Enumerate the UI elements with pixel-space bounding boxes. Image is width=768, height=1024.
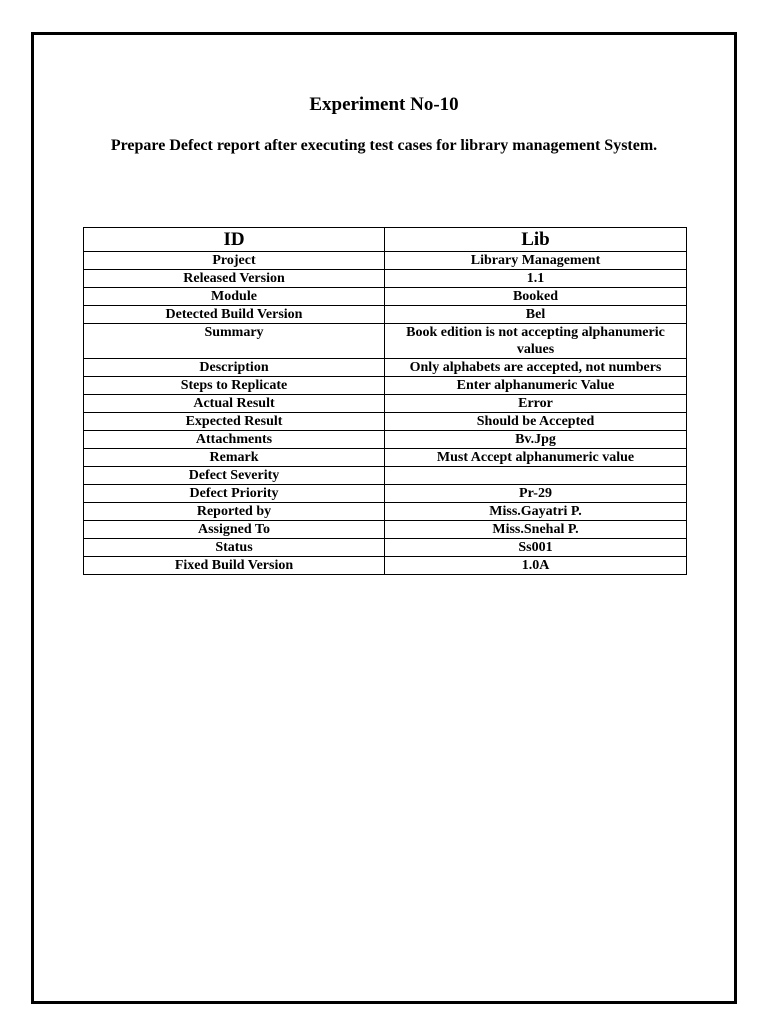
table-row xyxy=(84,485,687,503)
row-value-cell: Miss.Snehal P. xyxy=(385,521,687,539)
row-key-cell: Actual Result xyxy=(84,395,385,413)
row-value-cell: 1.0A xyxy=(385,557,687,575)
row-key-cell: Attachments xyxy=(84,431,385,449)
row-key-cell: Defect Severity xyxy=(84,467,385,485)
table-row xyxy=(84,270,687,288)
row-value-cell: Library Management xyxy=(385,252,687,270)
row-value-cell: Booked xyxy=(385,288,687,306)
row-key-cell: Defect Priority xyxy=(84,485,385,503)
row-key-cell: Status xyxy=(84,539,385,557)
row-value-cell: Pr-29 xyxy=(385,485,687,503)
row-key-cell: Fixed Build Version xyxy=(84,557,385,575)
row-key-cell: Summary xyxy=(84,324,385,359)
row-value-cell: Bv.Jpg xyxy=(385,431,687,449)
row-value-cell: Only alphabets are accepted, not numbers xyxy=(385,359,687,377)
row-value-cell: Error xyxy=(385,395,687,413)
row-key-cell: Steps to Replicate xyxy=(84,377,385,395)
table-row xyxy=(84,359,687,377)
row-value-cell: Must Accept alphanumeric value xyxy=(385,449,687,467)
table-row xyxy=(84,252,687,270)
row-key-cell: Remark xyxy=(84,449,385,467)
document-title: Experiment No-10 xyxy=(309,94,459,115)
table-row xyxy=(84,377,687,395)
table-row xyxy=(84,539,687,557)
table-row xyxy=(84,521,687,539)
row-key-cell: Expected Result xyxy=(84,413,385,431)
header-key-cell: ID xyxy=(84,228,385,252)
table-row xyxy=(84,288,687,306)
row-key-cell: Project xyxy=(84,252,385,270)
table-row xyxy=(84,557,687,575)
row-key-cell: Detected Build Version xyxy=(84,306,385,324)
row-key-cell: Module xyxy=(84,288,385,306)
row-value-cell: Ss001 xyxy=(385,539,687,557)
row-value-cell: Bel xyxy=(385,306,687,324)
table-row xyxy=(84,503,687,521)
row-key-cell: Description xyxy=(84,359,385,377)
defect-report-table xyxy=(83,227,687,575)
row-key-cell: Assigned To xyxy=(84,521,385,539)
table-header-row xyxy=(84,228,687,252)
row-value-cell xyxy=(385,467,687,485)
document-subtitle: Prepare Defect report after executing test cases for library management System. xyxy=(110,137,658,154)
row-value-cell: Should be Accepted xyxy=(385,413,687,431)
row-value-cell: 1.1 xyxy=(385,270,687,288)
row-key-cell: Released Version xyxy=(84,270,385,288)
table-row xyxy=(84,306,687,324)
header-value-cell: Lib xyxy=(385,228,687,252)
row-value-cell: Book edition is not accepting alphanumeric values xyxy=(385,324,687,359)
table-row xyxy=(84,324,687,359)
table-row xyxy=(84,395,687,413)
row-value-cell: Miss.Gayatri P. xyxy=(385,503,687,521)
table-row xyxy=(84,449,687,467)
table-row xyxy=(84,467,687,485)
table-row xyxy=(84,431,687,449)
table-row xyxy=(84,413,687,431)
row-key-cell: Reported by xyxy=(84,503,385,521)
row-value-cell: Enter alphanumeric Value xyxy=(385,377,687,395)
